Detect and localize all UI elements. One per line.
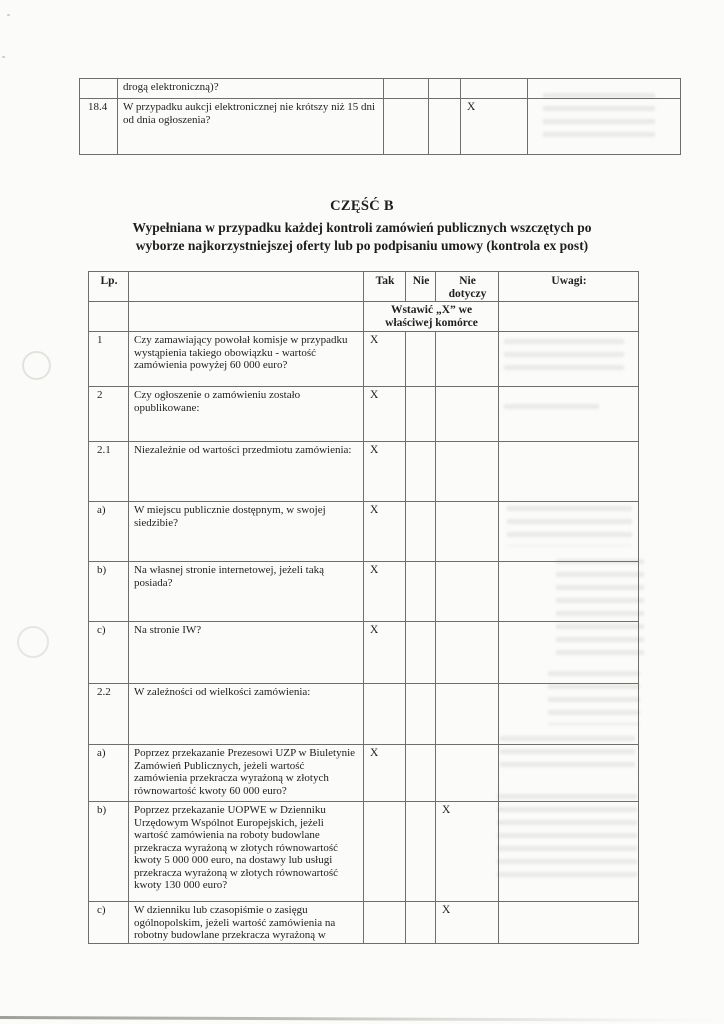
uwagi-cell	[499, 442, 639, 502]
tak-cell: X	[364, 387, 406, 442]
nie-cell	[406, 502, 436, 562]
punch-hole-mark	[17, 626, 49, 658]
nie-cell	[429, 99, 461, 155]
question-cell: W przypadku aukcji elektronicznej nie krótszy niż 15 dni od dnia ogłoszenia?	[118, 99, 384, 155]
nie-cell	[406, 684, 436, 745]
table-row	[89, 562, 639, 622]
uwagi-cell	[499, 332, 639, 387]
row-number-cell: 1	[89, 332, 129, 387]
table-row	[89, 442, 639, 502]
question-cell: W zależności od wielkości zamówienia:	[129, 684, 364, 745]
punch-hole-mark	[22, 351, 51, 380]
nie-dotyczy-cell	[436, 684, 499, 745]
scan-artifact	[0, 1016, 724, 1021]
scan-artifact	[7, 14, 10, 16]
table-row	[89, 802, 639, 902]
nie-dotyczy-cell	[436, 502, 499, 562]
nie-dotyczy-cell: X	[461, 99, 528, 155]
uwagi-cell	[499, 387, 639, 442]
uwagi-cell	[499, 562, 639, 622]
column-header-nie-dotyczy: Nie dotyczy	[436, 272, 499, 302]
question-cell: Poprzez przekazanie UOPWE w Dzienniku Urzędowym Wspólnot Europejskich, jeżeli wartość zamówienia na roboty budowlane przekracza wyrażoną w złotych równowartość kwoty 5 000 000 euro, na dostawy lub usługi przekracza wyrażoną w złotych równowartość kwoty 130 000 euro?	[129, 802, 364, 902]
nie-dotyczy-cell	[461, 79, 528, 99]
question-cell: Czy ogłoszenie o zamówieniu zostało opublikowane:	[129, 387, 364, 442]
column-header-tak: Tak	[364, 272, 406, 302]
question-cell: Poprzez przekazanie Prezesowi UZP w Biuletynie Zamówień Publicznych, jeżeli wartość zamówienia przekracza wyrażoną w złotych równowartość kwoty 60 000 euro?	[129, 745, 364, 802]
tak-cell: X	[364, 332, 406, 387]
table-row	[89, 684, 639, 745]
row-number-cell: b)	[89, 802, 129, 902]
empty-cell	[89, 302, 129, 332]
tak-cell: X	[364, 745, 406, 802]
uwagi-cell	[499, 745, 639, 802]
row-number-cell: c)	[89, 902, 129, 944]
nie-dotyczy-cell	[436, 387, 499, 442]
nie-dotyczy-cell	[436, 332, 499, 387]
instruction-row	[89, 302, 639, 332]
nie-cell	[406, 745, 436, 802]
checklist-table	[88, 271, 639, 944]
nie-cell	[406, 802, 436, 902]
uwagi-cell	[499, 902, 639, 944]
uwagi-cell	[528, 99, 681, 155]
nie-cell	[406, 622, 436, 684]
uwagi-cell	[528, 79, 681, 99]
nie-cell	[406, 442, 436, 502]
table-row	[89, 745, 639, 802]
header-row	[89, 272, 639, 302]
row-number-cell: b)	[89, 562, 129, 622]
empty-cell	[129, 302, 364, 332]
uwagi-cell	[499, 622, 639, 684]
nie-dotyczy-cell: X	[436, 802, 499, 902]
row-number-cell: 2.2	[89, 684, 129, 745]
column-header-lp: Lp.	[89, 272, 129, 302]
table-row	[80, 79, 681, 99]
uwagi-cell	[499, 502, 639, 562]
row-number-cell: a)	[89, 502, 129, 562]
nie-cell	[406, 332, 436, 387]
row-number-cell: a)	[89, 745, 129, 802]
table-row	[89, 332, 639, 387]
tak-cell	[384, 99, 429, 155]
tak-cell: X	[364, 622, 406, 684]
row-number-cell: 18.4	[80, 99, 118, 155]
table-row	[89, 502, 639, 562]
nie-cell	[406, 902, 436, 944]
tak-cell	[364, 902, 406, 944]
section-title-block	[0, 198, 724, 255]
instruction-cell: Wstawić „X” we właściwej komórce	[364, 302, 499, 332]
tak-cell: X	[364, 562, 406, 622]
nie-cell	[406, 387, 436, 442]
nie-cell	[429, 79, 461, 99]
row-number-cell: 2	[89, 387, 129, 442]
scan-artifact	[2, 56, 5, 58]
column-header-question	[129, 272, 364, 302]
table-row	[89, 902, 639, 944]
nie-dotyczy-cell	[436, 442, 499, 502]
question-cell: W miejscu publicznie dostępnym, w swojej siedzibie?	[129, 502, 364, 562]
nie-dotyczy-cell	[436, 745, 499, 802]
tak-cell	[364, 802, 406, 902]
uwagi-cell	[499, 684, 639, 745]
row-number-cell	[80, 79, 118, 99]
question-cell: drogą elektroniczną)?	[118, 79, 384, 99]
question-cell: Na własnej stronie internetowej, jeżeli taką posiada?	[129, 562, 364, 622]
empty-cell	[499, 302, 639, 332]
column-header-uwagi: Uwagi:	[499, 272, 639, 302]
nie-dotyczy-cell: X	[436, 902, 499, 944]
section-subtitle: wyborze najkorzystniejszej oferty lub po podpisaniu umowy (kontrola ex post)	[135, 238, 589, 253]
nie-dotyczy-cell	[436, 562, 499, 622]
tak-cell	[364, 684, 406, 745]
column-header-nie: Nie	[406, 272, 436, 302]
table-row	[80, 99, 681, 155]
section-subtitle: Wypełniana w przypadku każdej kontroli zamówień publicznych wszczętych po	[132, 220, 592, 235]
page-title: CZĘŚĆ B	[330, 198, 394, 214]
continuation-table	[79, 78, 681, 155]
table-row	[89, 622, 639, 684]
tak-cell	[384, 79, 429, 99]
question-cell: Na stronie IW?	[129, 622, 364, 684]
row-number-cell: 2.1	[89, 442, 129, 502]
nie-dotyczy-cell	[436, 622, 499, 684]
question-cell: Czy zamawiający powołał komisje w przypadku wystąpienia takiego obowiązku - wartość zamówienia powyżej 60 000 euro?	[129, 332, 364, 387]
nie-cell	[406, 562, 436, 622]
question-cell: Niezależnie od wartości przedmiotu zamówienia:	[129, 442, 364, 502]
row-number-cell: c)	[89, 622, 129, 684]
tak-cell: X	[364, 502, 406, 562]
table-row	[89, 387, 639, 442]
question-cell: W dzienniku lub czasopiśmie o zasięgu ogólnopolskim, jeżeli wartość zamówienia na robotny budowlane przekracza wyrażoną w	[129, 902, 364, 944]
tak-cell: X	[364, 442, 406, 502]
uwagi-cell	[499, 802, 639, 902]
